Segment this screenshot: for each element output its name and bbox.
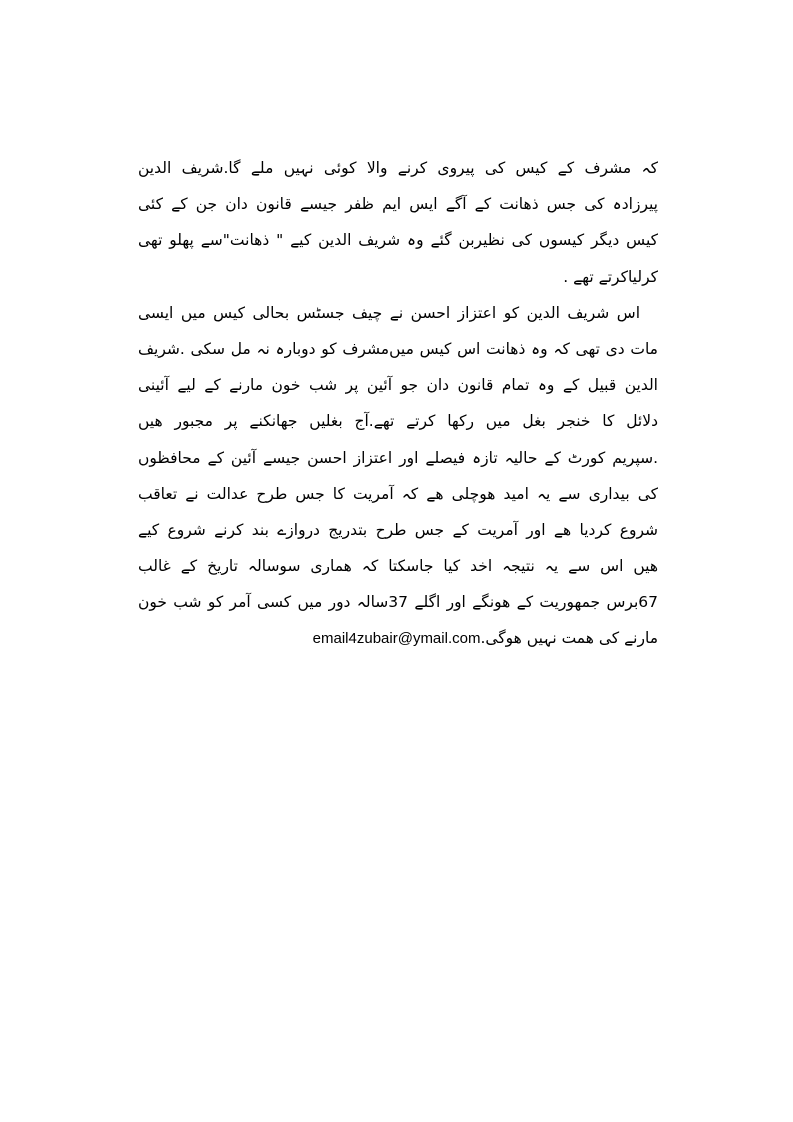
text-line: اس شریف الدین کو اعتزاز احسن نے چیف جسٹس بحالی کیس میں ایسی bbox=[138, 303, 640, 322]
text-line: ھیں اس سے یہ نتیجہ اخد کیا جاسکتا کہ ھماری سوسالہ تاریخ کے غالب bbox=[138, 557, 658, 576]
document-page bbox=[138, 150, 658, 657]
text-line: الدین قبیل کے وہ تمام قانون دان جو آئین پر شب خون مارنے کے لیے آئینی bbox=[138, 376, 658, 395]
closing-text: مارنے کی ھمت نہیں ھوگی. bbox=[480, 629, 658, 648]
closing-line bbox=[138, 620, 658, 656]
text-line: مات دی تھی کہ وہ ذھانت اس کیس میں‌مشرف کو دوبارہ نہ مل سکی .شریف bbox=[138, 339, 658, 358]
text-line: کہ مشرف کے کیس کی پیروی کرنے والا کوئی نہیں ملے گا.شریف الدین bbox=[138, 159, 658, 177]
author-email: email4zubair@ymail.com bbox=[312, 630, 481, 648]
text-line: دلائل کا خنجر بغل میں رکھا کرتے تھے.آج بغلیں جھانکنے پر مجبور ھیں bbox=[138, 412, 658, 431]
text-line: کیس دیگر کیسوں کی نظیربن گئے وہ شریف الدین کیے " ذھانت"سے پھلو تھی bbox=[138, 231, 658, 250]
text-line: .سپریم کورٹ کے حالیہ تازہ فیصلے اور اعتزاز احسن جیسے آئین کے محافظوں bbox=[138, 448, 658, 467]
text-line: 67برس جمھوریت کے ھونگے اور اگلے 37سالہ دور میں کسی آمر کو شب خون bbox=[138, 593, 658, 612]
paragraph-2 bbox=[138, 295, 658, 657]
text-line: کی بیداری سے یہ امید ھوچلی ھے کہ آمریت کا جس طرح عدالت نے تعاقب bbox=[138, 484, 658, 503]
text-line: شروع کردیا ھے اور آمریت کے جس طرح بتدریج دروازے بند کرنے شروع کیے bbox=[138, 520, 658, 539]
text-line: کرلیاکرتے تھے . bbox=[563, 267, 658, 286]
paragraph-1 bbox=[138, 150, 658, 295]
text-line: پیرزادہ کی جس ذھانت کے آگے ایس ایم ظفر جیسے قانون دان جن کے کئی bbox=[138, 195, 658, 214]
